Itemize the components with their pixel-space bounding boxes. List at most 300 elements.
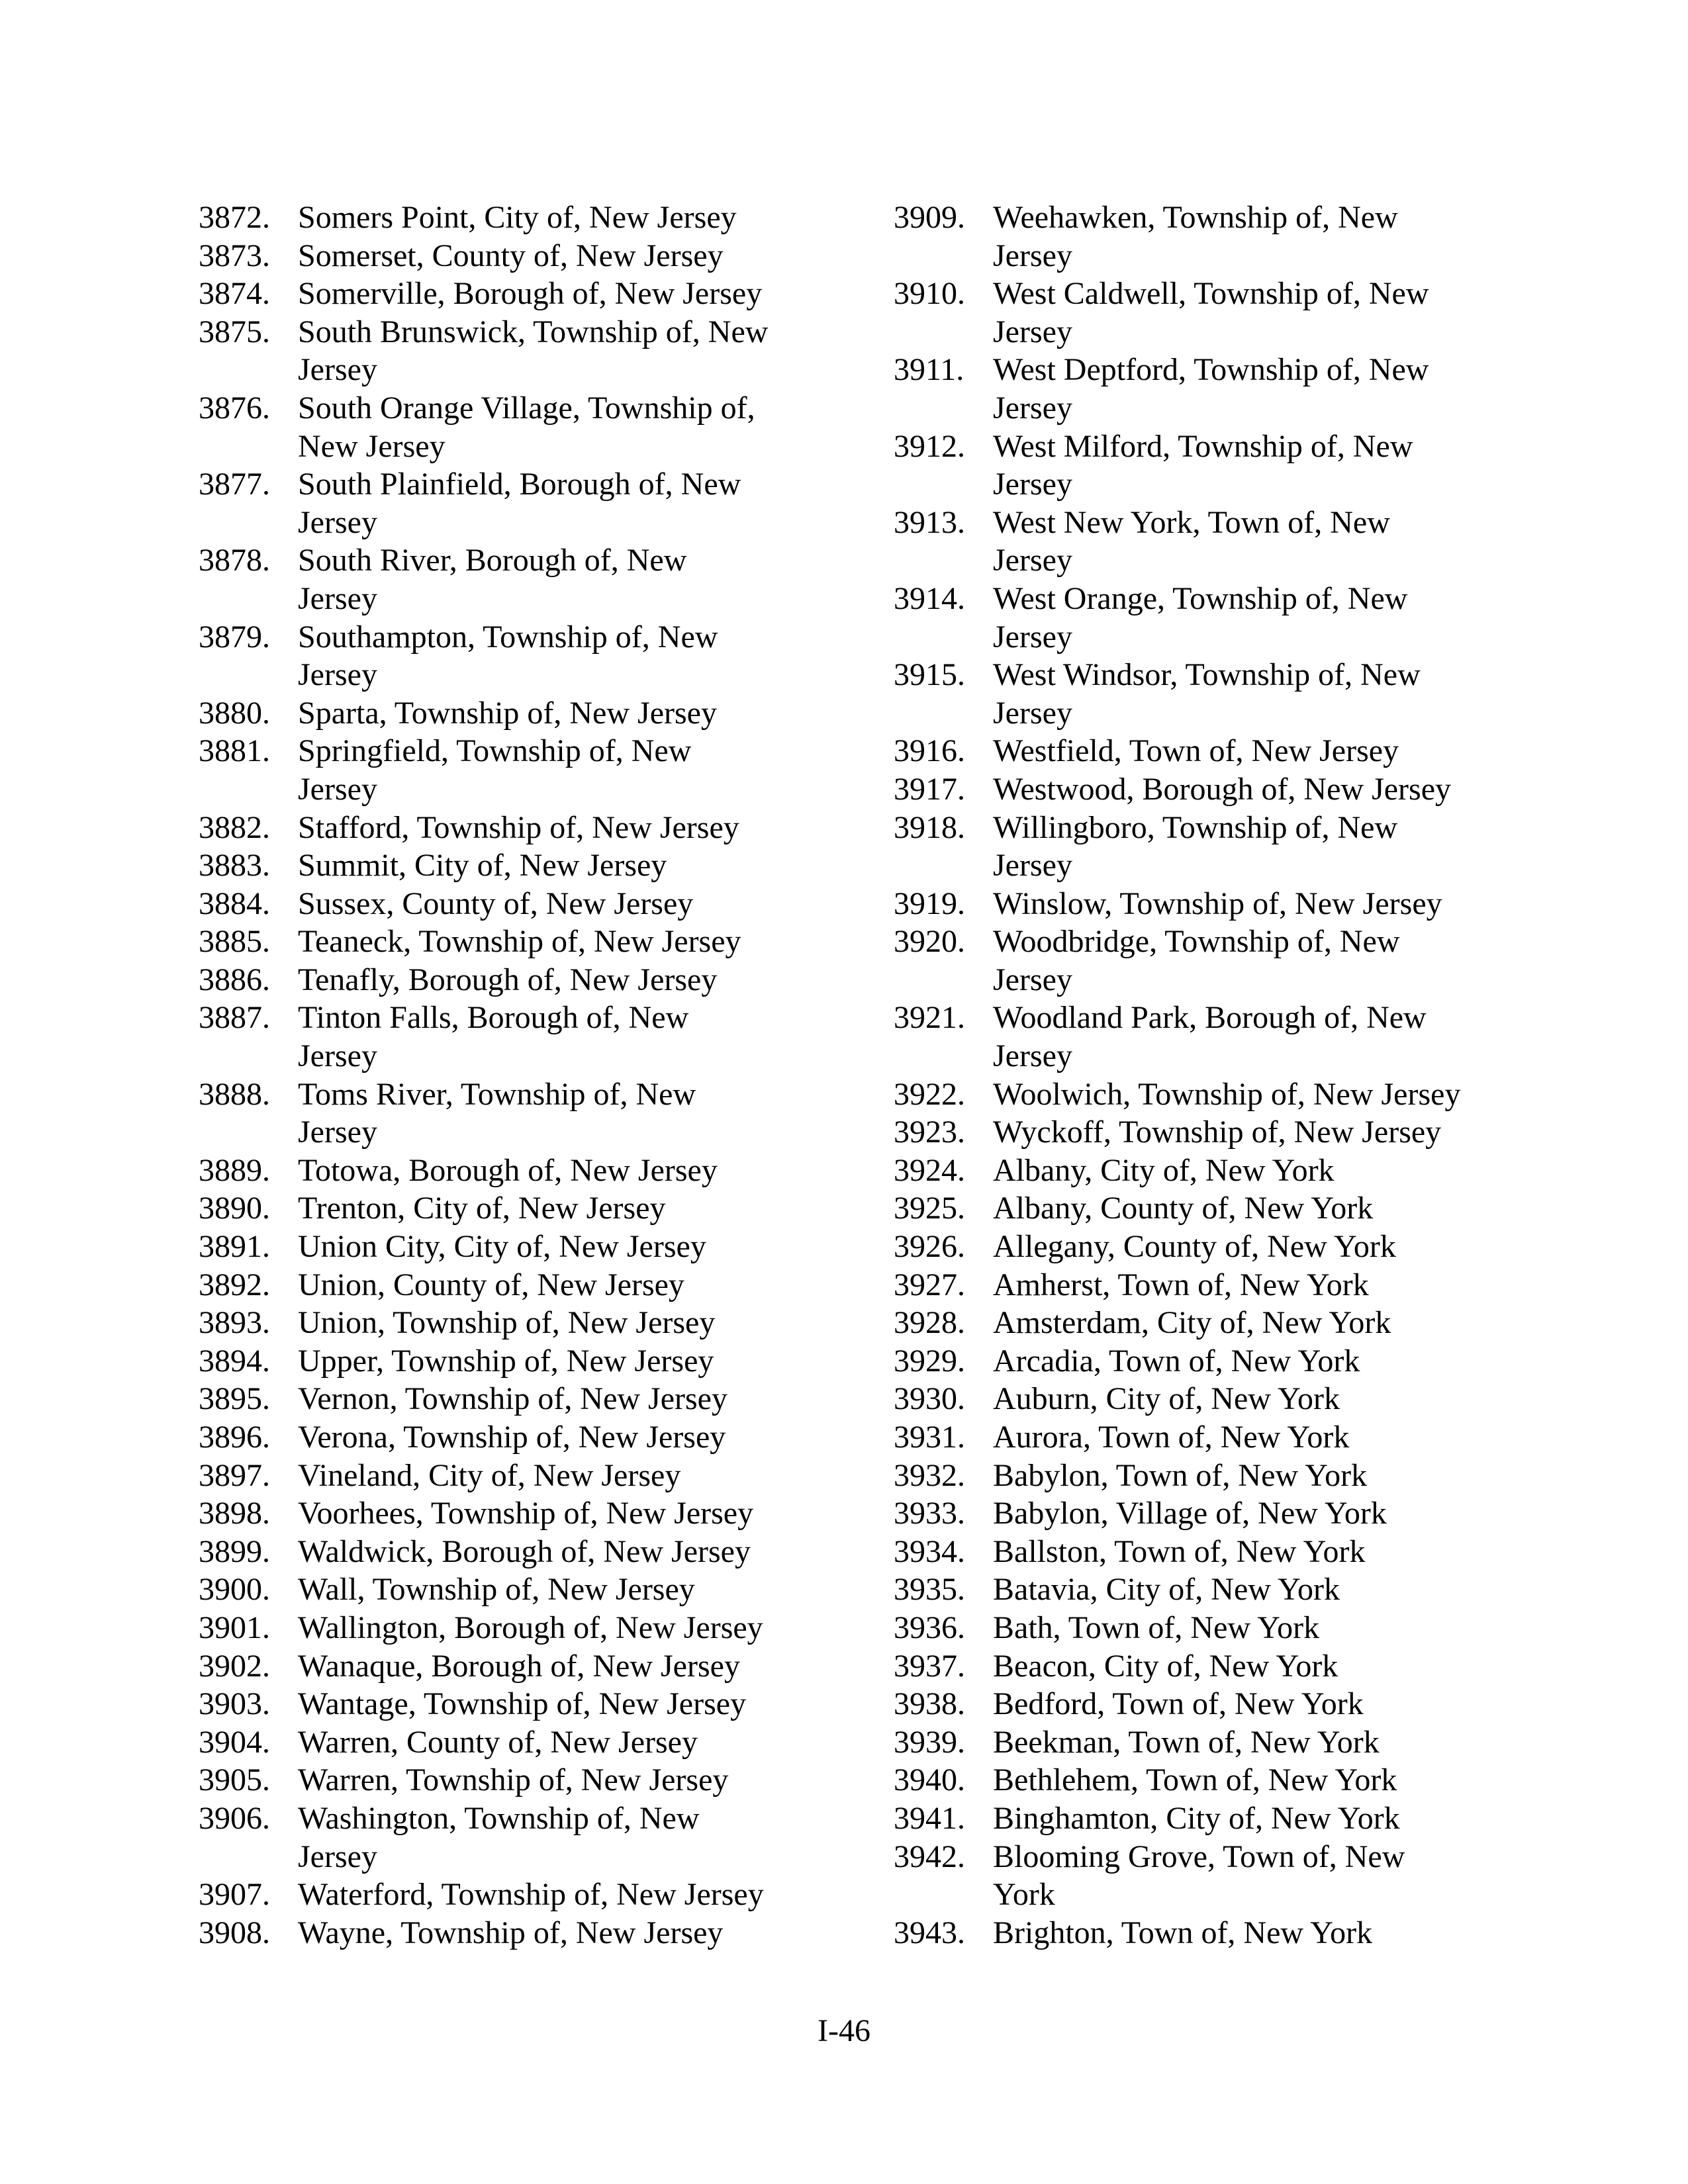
entry-line: Teaneck, Township of, New Jersey xyxy=(298,924,741,960)
list-item xyxy=(199,389,861,465)
entry-number: 3898. xyxy=(199,1496,270,1531)
list-item xyxy=(199,1418,861,1457)
entry-line: Stafford, Township of, New Jersey xyxy=(298,809,739,845)
entry-number: 3930. xyxy=(894,1381,965,1417)
entry-line: Jersey xyxy=(993,543,1072,578)
entry-name xyxy=(993,770,1523,809)
list-item xyxy=(894,1609,1523,1647)
entry-name xyxy=(993,732,1523,770)
entry-name xyxy=(298,1266,827,1304)
entry-line: South Orange Village, Township of, xyxy=(298,390,755,426)
entry-number: 3889. xyxy=(199,1152,270,1188)
entry-line: Jersey xyxy=(993,848,1072,884)
entry-name xyxy=(298,1533,827,1571)
entry-name xyxy=(993,1570,1523,1609)
list-item xyxy=(894,770,1523,809)
list-item xyxy=(199,694,861,733)
entry-line: Jersey xyxy=(993,619,1072,655)
list-item xyxy=(199,885,861,923)
entry-line: Woodbridge, Township of, New xyxy=(993,924,1400,960)
entry-line: Wanaque, Borough of, New Jersey xyxy=(298,1648,740,1684)
entry-name xyxy=(298,1494,827,1533)
entry-number: 3896. xyxy=(199,1420,270,1455)
entry-line: Allegany, County of, New York xyxy=(993,1229,1396,1265)
list-item xyxy=(894,1533,1523,1571)
entry-name xyxy=(298,999,827,1075)
list-item xyxy=(894,1113,1523,1152)
entry-number: 3906. xyxy=(199,1800,270,1836)
entry-number: 3873. xyxy=(199,238,270,273)
entry-name xyxy=(298,1876,827,1914)
list-item xyxy=(894,1838,1523,1914)
entry-line: Jersey xyxy=(298,580,377,616)
entry-line: Waldwick, Borough of, New Jersey xyxy=(298,1533,751,1569)
entry-name xyxy=(298,1189,827,1228)
entry-name xyxy=(298,809,827,847)
entry-line: Willingboro, Township of, New xyxy=(993,809,1398,845)
entry-line: Totowa, Borough of, New Jersey xyxy=(298,1152,718,1188)
entry-line: Southampton, Township of, New xyxy=(298,619,718,655)
entry-number: 3926. xyxy=(894,1229,965,1265)
entry-number: 3885. xyxy=(199,924,270,960)
list-item xyxy=(199,237,861,275)
entry-number: 3912. xyxy=(894,428,965,464)
entry-line: South Plainfield, Borough of, New xyxy=(298,467,741,502)
entry-number: 3897. xyxy=(199,1457,270,1493)
entry-line: Vineland, City of, New Jersey xyxy=(298,1457,681,1493)
entry-number: 3902. xyxy=(199,1648,270,1684)
entry-number: 3931. xyxy=(894,1420,965,1455)
entry-line: South Brunswick, Township of, New xyxy=(298,314,769,349)
entry-name xyxy=(298,1723,827,1762)
list-item xyxy=(894,1494,1523,1533)
entry-line: Babylon, Village of, New York xyxy=(993,1496,1387,1531)
entry-name xyxy=(298,846,827,885)
entry-number: 3928. xyxy=(894,1305,965,1341)
entry-line: Verona, Township of, New Jersey xyxy=(298,1420,726,1455)
entry-name xyxy=(298,1075,827,1152)
entry-name xyxy=(993,1457,1523,1495)
entry-line: Babylon, Town of, New York xyxy=(993,1457,1368,1493)
entry-name xyxy=(993,1342,1523,1381)
entry-line: Jersey xyxy=(298,1038,377,1074)
entry-number: 3874. xyxy=(199,276,270,312)
entry-name xyxy=(993,1380,1523,1418)
list-item xyxy=(199,465,861,541)
entry-line: Amsterdam, City of, New York xyxy=(993,1305,1391,1341)
entry-number: 3934. xyxy=(894,1533,965,1569)
entry-number: 3938. xyxy=(894,1686,965,1722)
list-item xyxy=(894,732,1523,770)
entry-line: Tenafly, Borough of, New Jersey xyxy=(298,962,718,997)
entry-line: West Windsor, Township of, New xyxy=(993,657,1421,693)
entry-name xyxy=(298,1152,827,1190)
entry-name xyxy=(993,809,1523,885)
entry-name xyxy=(298,1570,827,1609)
list-item xyxy=(199,1228,861,1266)
entry-number: 3881. xyxy=(199,733,270,769)
entry-number: 3917. xyxy=(894,771,965,807)
entry-name xyxy=(298,313,827,389)
entry-name xyxy=(298,961,827,999)
entry-line: Jersey xyxy=(298,352,377,388)
list-item xyxy=(199,1647,861,1686)
entry-name xyxy=(993,1685,1523,1723)
entry-name xyxy=(298,1914,827,1952)
entry-line: Jersey xyxy=(298,504,377,540)
entry-line: Jersey xyxy=(298,1839,377,1874)
entry-number: 3911. xyxy=(894,352,964,388)
entry-line: West New York, Town of, New xyxy=(993,504,1390,540)
entry-number: 3875. xyxy=(199,314,270,349)
page-number: I-46 xyxy=(818,2013,870,2048)
entry-line: Jersey xyxy=(993,238,1072,273)
entry-line: Aurora, Town of, New York xyxy=(993,1420,1350,1455)
entry-name xyxy=(298,1228,827,1266)
entry-number: 3884. xyxy=(199,886,270,921)
list-item xyxy=(894,885,1523,923)
entry-name xyxy=(993,1609,1523,1647)
entry-number: 3893. xyxy=(199,1305,270,1341)
list-item xyxy=(894,1723,1523,1762)
entry-name xyxy=(298,1647,827,1686)
entry-name xyxy=(298,237,827,275)
entry-number: 3923. xyxy=(894,1115,965,1150)
entry-name xyxy=(298,1418,827,1457)
entry-line: South River, Borough of, New xyxy=(298,543,687,578)
entry-name xyxy=(298,1380,827,1418)
entry-line: Trenton, City of, New Jersey xyxy=(298,1191,666,1226)
entry-line: Union, County of, New Jersey xyxy=(298,1267,684,1302)
entry-line: Jersey xyxy=(993,962,1072,997)
entry-name xyxy=(993,1914,1523,1952)
list-item xyxy=(894,1342,1523,1381)
entry-line: Woodland Park, Borough of, New xyxy=(993,1000,1427,1036)
entry-number: 3941. xyxy=(894,1800,965,1836)
list-item xyxy=(199,923,861,961)
entry-line: West Milford, Township of, New xyxy=(993,428,1413,464)
entry-name xyxy=(993,1228,1523,1266)
entry-line: Jersey xyxy=(993,314,1072,349)
list-item xyxy=(199,1189,861,1228)
entry-number: 3936. xyxy=(894,1610,965,1645)
list-item xyxy=(199,313,861,389)
entry-number: 3882. xyxy=(199,809,270,845)
entry-line: Bethlehem, Town of, New York xyxy=(993,1762,1397,1798)
entry-line: West Caldwell, Township of, New xyxy=(993,276,1429,312)
entry-number: 3935. xyxy=(894,1572,965,1608)
entry-name xyxy=(298,1761,827,1799)
entry-number: 3922. xyxy=(894,1076,965,1112)
list-item xyxy=(894,1152,1523,1190)
list-item xyxy=(199,1266,861,1304)
list-item xyxy=(894,1570,1523,1609)
entry-number: 3905. xyxy=(199,1762,270,1798)
entry-line: Jersey xyxy=(298,771,377,807)
entry-number: 3899. xyxy=(199,1533,270,1569)
entry-line: Westfield, Town of, New Jersey xyxy=(993,733,1399,769)
entry-name xyxy=(993,1152,1523,1190)
entry-number: 3929. xyxy=(894,1343,965,1379)
entry-number: 3914. xyxy=(894,580,965,616)
list-item xyxy=(199,1799,861,1876)
list-item xyxy=(894,275,1523,351)
list-item xyxy=(894,1914,1523,1952)
entry-number: 3919. xyxy=(894,886,965,921)
entry-line: Tinton Falls, Borough of, New xyxy=(298,1000,689,1036)
entry-line: Beekman, Town of, New York xyxy=(993,1724,1380,1760)
list-item xyxy=(894,1075,1523,1114)
list-item xyxy=(199,541,861,617)
entry-line: Albany, City of, New York xyxy=(993,1152,1335,1188)
list-item xyxy=(199,999,861,1075)
entry-line: Jersey xyxy=(298,657,377,693)
entry-line: Waterford, Township of, New Jersey xyxy=(298,1877,764,1913)
entry-name xyxy=(993,1075,1523,1114)
entry-line: Jersey xyxy=(298,1115,377,1150)
entry-name xyxy=(298,465,827,541)
entry-line: Bedford, Town of, New York xyxy=(993,1686,1364,1722)
entry-name xyxy=(298,694,827,733)
list-item xyxy=(199,1609,861,1647)
entry-name xyxy=(298,1342,827,1381)
entry-number: 3883. xyxy=(199,848,270,884)
entry-line: Toms River, Township of, New xyxy=(298,1076,696,1112)
entry-number: 3913. xyxy=(894,504,965,540)
entry-line: Albany, County of, New York xyxy=(993,1191,1374,1226)
entry-line: Jersey xyxy=(993,695,1072,731)
list-item xyxy=(894,809,1523,885)
entry-number: 3921. xyxy=(894,1000,965,1036)
entry-number: 3877. xyxy=(199,467,270,502)
list-item xyxy=(894,580,1523,656)
entry-name xyxy=(993,1494,1523,1533)
entry-name xyxy=(993,504,1523,580)
list-item xyxy=(199,1723,861,1762)
entry-number: 3918. xyxy=(894,809,965,845)
list-item xyxy=(894,1304,1523,1342)
entry-name xyxy=(993,1113,1523,1152)
entry-number: 3872. xyxy=(199,200,270,235)
list-item xyxy=(894,1266,1523,1304)
entry-line: Blooming Grove, Town of, New xyxy=(993,1839,1405,1874)
list-item xyxy=(199,846,861,885)
entry-number: 3903. xyxy=(199,1686,270,1722)
entry-name xyxy=(298,1304,827,1342)
list-item xyxy=(894,1418,1523,1457)
entry-line: Summit, City of, New Jersey xyxy=(298,848,667,884)
list-item xyxy=(199,809,861,847)
entry-line: Westwood, Borough of, New Jersey xyxy=(993,771,1452,807)
entry-line: Somers Point, City of, New Jersey xyxy=(298,200,737,235)
entry-line: Wantage, Township of, New Jersey xyxy=(298,1686,747,1722)
entry-number: 3892. xyxy=(199,1267,270,1302)
entry-number: 3937. xyxy=(894,1648,965,1684)
list-item xyxy=(894,1799,1523,1838)
right-entry-column xyxy=(894,199,1523,1952)
entry-line: Voorhees, Township of, New Jersey xyxy=(298,1496,754,1531)
entry-number: 3879. xyxy=(199,619,270,655)
entry-name xyxy=(993,1304,1523,1342)
list-item xyxy=(199,1876,861,1914)
entry-line: Wyckoff, Township of, New Jersey xyxy=(993,1115,1442,1150)
list-item xyxy=(894,1228,1523,1266)
entry-line: Arcadia, Town of, New York xyxy=(993,1343,1360,1379)
entry-number: 3942. xyxy=(894,1839,965,1874)
left-entry-column xyxy=(199,199,861,1952)
list-item xyxy=(894,1380,1523,1418)
entry-line: Weehawken, Township of, New xyxy=(993,200,1398,235)
entry-line: Warren, Township of, New Jersey xyxy=(298,1762,729,1798)
entry-name xyxy=(993,1799,1523,1838)
list-item xyxy=(199,1761,861,1799)
entry-number: 3890. xyxy=(199,1191,270,1226)
entry-number: 3895. xyxy=(199,1381,270,1417)
entry-number: 3907. xyxy=(199,1877,270,1913)
entry-line: Sparta, Township of, New Jersey xyxy=(298,695,717,731)
entry-line: Somerville, Borough of, New Jersey xyxy=(298,276,763,312)
entry-number: 3910. xyxy=(894,276,965,312)
list-item xyxy=(199,961,861,999)
entry-number: 3920. xyxy=(894,924,965,960)
entry-line: Warren, County of, New Jersey xyxy=(298,1724,698,1760)
list-item xyxy=(199,1342,861,1381)
entry-number: 3900. xyxy=(199,1572,270,1608)
entry-name xyxy=(993,1418,1523,1457)
entry-number: 3909. xyxy=(894,200,965,235)
entry-line: Upper, Township of, New Jersey xyxy=(298,1343,714,1379)
list-item xyxy=(894,923,1523,999)
entry-name xyxy=(993,580,1523,656)
entry-line: Union, Township of, New Jersey xyxy=(298,1305,716,1341)
entry-line: West Orange, Township of, New xyxy=(993,580,1408,616)
entry-number: 3880. xyxy=(199,695,270,731)
entry-name xyxy=(993,923,1523,999)
entry-number: 3904. xyxy=(199,1724,270,1760)
entry-name xyxy=(993,199,1523,275)
entry-name xyxy=(993,275,1523,351)
entry-name xyxy=(993,999,1523,1075)
entry-name xyxy=(298,275,827,313)
list-item xyxy=(894,504,1523,580)
entry-line: West Deptford, Township of, New xyxy=(993,352,1429,388)
entry-name xyxy=(993,1533,1523,1571)
entry-name xyxy=(298,199,827,237)
list-item xyxy=(199,1685,861,1723)
entry-number: 3940. xyxy=(894,1762,965,1798)
list-item xyxy=(894,1685,1523,1723)
entry-line: Wall, Township of, New Jersey xyxy=(298,1572,695,1608)
entry-name xyxy=(298,541,827,617)
entry-line: Jersey xyxy=(993,467,1072,502)
entry-number: 3924. xyxy=(894,1152,965,1188)
entry-number: 3943. xyxy=(894,1915,965,1950)
entry-name xyxy=(993,1761,1523,1799)
entry-line: Batavia, City of, New York xyxy=(993,1572,1340,1608)
entry-number: 3916. xyxy=(894,733,965,769)
entry-name xyxy=(298,1685,827,1723)
entry-name xyxy=(298,1457,827,1495)
list-item xyxy=(894,1647,1523,1686)
entry-line: Union City, City of, New Jersey xyxy=(298,1229,706,1265)
entry-name xyxy=(298,885,827,923)
entry-number: 3894. xyxy=(199,1343,270,1379)
list-item xyxy=(199,1152,861,1190)
entry-line: Sussex, County of, New Jersey xyxy=(298,886,694,921)
entry-name xyxy=(993,1647,1523,1686)
entry-number: 3876. xyxy=(199,390,270,426)
entry-line: Auburn, City of, New York xyxy=(993,1381,1340,1417)
entry-name xyxy=(993,351,1523,427)
entry-line: York xyxy=(993,1877,1055,1913)
entry-line: Wallington, Borough of, New Jersey xyxy=(298,1610,763,1645)
entry-number: 3901. xyxy=(199,1610,270,1645)
list-item xyxy=(199,618,861,694)
entry-number: 3878. xyxy=(199,543,270,578)
entry-line: New Jersey xyxy=(298,428,445,464)
entry-name xyxy=(298,389,827,465)
entry-line: Jersey xyxy=(993,1038,1072,1074)
entry-name xyxy=(298,923,827,961)
list-item xyxy=(894,1761,1523,1799)
list-item xyxy=(199,1533,861,1571)
entry-name xyxy=(298,732,827,808)
entry-line: Bath, Town of, New York xyxy=(993,1610,1320,1645)
entry-number: 3915. xyxy=(894,657,965,693)
entry-name xyxy=(298,1799,827,1876)
list-item xyxy=(199,275,861,313)
entry-line: Amherst, Town of, New York xyxy=(993,1267,1369,1302)
entry-number: 3887. xyxy=(199,1000,270,1036)
list-item xyxy=(894,1189,1523,1228)
entry-line: Somerset, County of, New Jersey xyxy=(298,238,724,273)
list-item xyxy=(199,199,861,237)
list-item xyxy=(199,1914,861,1952)
entry-name xyxy=(993,1723,1523,1762)
entry-line: Springfield, Township of, New xyxy=(298,733,692,769)
list-item xyxy=(199,1380,861,1418)
entry-line: Washington, Township of, New xyxy=(298,1800,700,1836)
list-item xyxy=(894,656,1523,732)
entry-line: Beacon, City of, New York xyxy=(993,1648,1338,1684)
entry-number: 3932. xyxy=(894,1457,965,1493)
entry-line: Wayne, Township of, New Jersey xyxy=(298,1915,724,1950)
entry-number: 3933. xyxy=(894,1496,965,1531)
entry-line: Winslow, Township of, New Jersey xyxy=(993,886,1442,921)
entry-line: Brighton, Town of, New York xyxy=(993,1915,1373,1950)
entry-name xyxy=(993,656,1523,732)
list-item xyxy=(894,199,1523,275)
entry-name xyxy=(298,618,827,694)
entry-name xyxy=(993,1838,1523,1914)
entry-name xyxy=(993,885,1523,923)
entry-name xyxy=(993,1189,1523,1228)
entry-number: 3925. xyxy=(894,1191,965,1226)
entry-name xyxy=(993,428,1523,504)
list-item xyxy=(199,1457,861,1495)
entry-number: 3927. xyxy=(894,1267,965,1302)
entry-name xyxy=(298,1609,827,1647)
list-item xyxy=(894,1457,1523,1495)
entry-line: Ballston, Town of, New York xyxy=(993,1533,1366,1569)
list-item xyxy=(199,1304,861,1342)
entry-number: 3891. xyxy=(199,1229,270,1265)
list-item xyxy=(199,1494,861,1533)
entry-number: 3939. xyxy=(894,1724,965,1760)
list-item xyxy=(199,1075,861,1152)
entry-number: 3888. xyxy=(199,1076,270,1112)
entry-line: Binghamton, City of, New York xyxy=(993,1800,1400,1836)
